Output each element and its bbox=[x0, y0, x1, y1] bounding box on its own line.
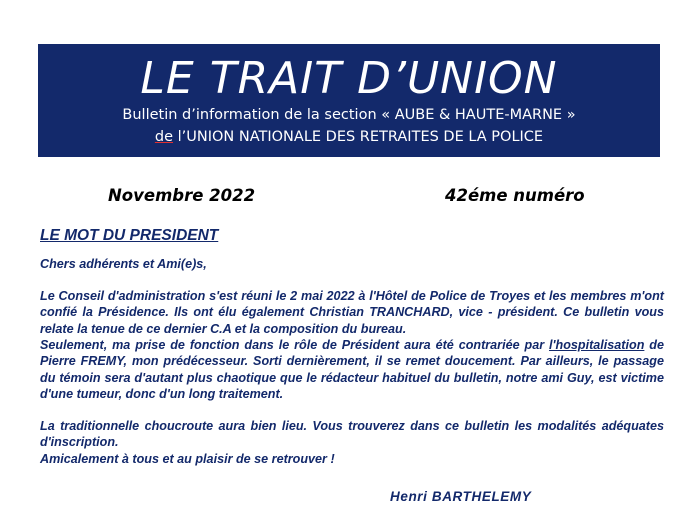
header-banner bbox=[38, 44, 660, 157]
signature: Henri BARTHELEMY bbox=[390, 489, 532, 504]
section-heading: LE MOT DU PRESIDENT bbox=[40, 227, 219, 244]
subtitle-de: de bbox=[154, 129, 174, 145]
bulletin-subtitle-line2 bbox=[38, 126, 660, 148]
paragraph-2-end: de Pierre FREMY, mon prédécesseur. Sorti dernièrement, il se remet doucement. Par ailleurs, le passage du témoin sera d'autant plus chaotique que le rédacteur habituel du bulletin, notre ami Guy, est victime d'une tumeur, donc d'un long traitement. bbox=[40, 338, 665, 401]
paragraph-1: Le Conseil d'administration s'est réuni le 2 mai 2022 à l'Hôtel de Police de Troyes et les membres m'ont confié la Présidence. Ils ont élu également Christian TRANCHARD, vice - président. Ce bulletin vous relate la tenue de ce dernier C.A et la composition du bureau. bbox=[40, 289, 664, 336]
bulletin-subtitle-line1: Bulletin d’information de la section « AUBE & HAUTE-MARNE » bbox=[122, 107, 576, 123]
paragraph-3: La traditionnelle choucroute aura bien lieu. Vous trouverez dans ce bulletin les modalités adéquates d'inscription. bbox=[40, 419, 664, 450]
subtitle-union: l’UNION NATIONALE DES RETRAITES DE LA POLICE bbox=[173, 129, 544, 145]
issue-date: Novembre 2022 bbox=[108, 186, 256, 205]
paragraph-2-start: Seulement, ma prise de fonction dans le rôle de Président aura été contrariée par bbox=[40, 338, 550, 352]
hospitalisation-link[interactable]: l'hospitalisation bbox=[549, 338, 645, 352]
issue-number: 42éme numéro bbox=[445, 186, 585, 205]
bulletin-title: LE TRAIT D’UNION bbox=[140, 53, 558, 104]
greeting: Chers adhérents et Ami(e)s, bbox=[40, 257, 207, 271]
paragraph-4: Amicalement à tous et au plaisir de se retrouver ! bbox=[40, 452, 335, 466]
paragraph-2 bbox=[40, 337, 664, 402]
